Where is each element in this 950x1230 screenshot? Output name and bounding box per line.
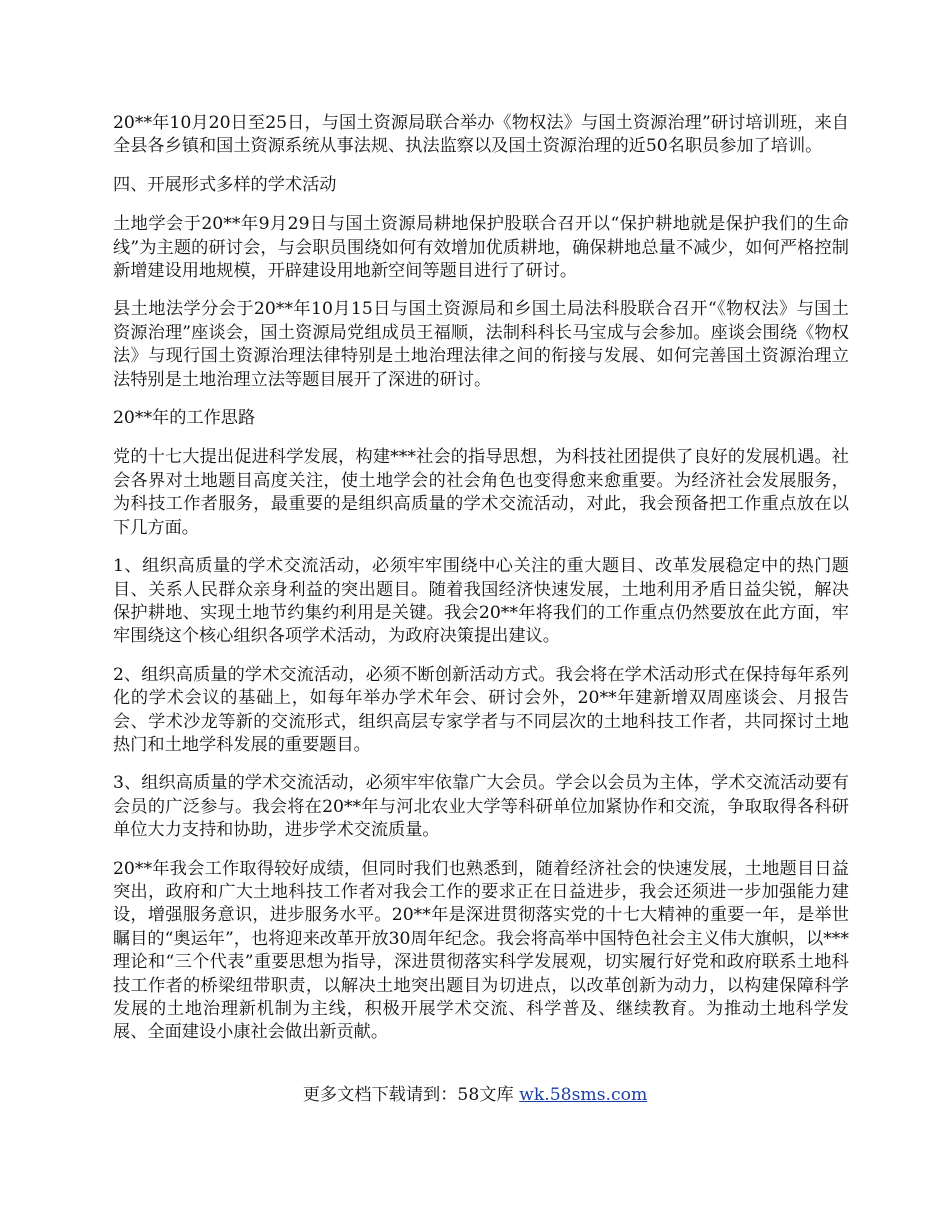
paragraph-work-plan-intro: 党的十七大提出促进科学发展，构建***社会的指导思想，为科技社团提供了良好的发展机遇。社会各界对土地题目高度关注，使土地学会的社会角色也变得愈来愈重要。为经济社会发展服务，为科技工作者服务，最重要的是组织高质量的学术交流活动，对此，我会预备把工作重点放在以下几方面。 [113,447,849,538]
paragraph-plan-item-2: 2、组织高质量的学术交流活动，必须不断创新活动方式。我会将在学术活动形式在保持每年系列化的学术会议的基础上，如每年举办学术年会、研讨会外，20**年建新增双周座谈会、月报告会、学术沙龙等新的交流形式，组织高层专家学者与不同层次的土地科技工作者，共同探讨土地热门和土地学科发展的重要题目。 [113,664,849,755]
paragraph-training-class: 20**年10月20日至25日，与国土资源局联合举办《物权法》与国土资源治理”研讨培训班，来自全县各乡镇和国土资源系统从事法规、执法监察以及国土资源治理的近50名职员参加了培训。 [113,113,849,157]
paragraph-plan-item-3: 3、组织高质量的学术交流活动，必须牢牢依靠广大会员。学会以会员为主体，学术交流活动要有会员的广泛参与。我会将在20**年与河北农业大学等科研单位加紧协作和交流，争取取得各科研单位大力支持和协助，进步学术交流质量。 [113,773,849,841]
paragraph-plan-item-1: 1、组织高质量的学术交流活动，必须牢牢围绕中心关注的重大题目、改革发展稳定中的热门题目、关系人民群众亲身利益的突出题目。随着我国经济快速发展，土地利用矛盾日益尖锐，解决保护耕地、实现土地节约集约利用是关键。我会20**年将我们的工作重点仍然要放在此方面，牢牢围绕这个核心组织各项学术活动，为政府决策提出建议。 [113,556,849,647]
section-heading-academic-activities: 四、开展形式多样的学术活动 [113,174,337,195]
footer-prefix: 更多文档下载请到：58文库 [302,1085,520,1105]
section-heading-work-plan: 20**年的工作思路 [113,408,256,429]
paragraph-farmland-seminar: 土地学会于20**年9月29日与国土资源局耕地保护股联合召开以“保护耕地就是保护我们的生命线”为主题的研讨会，与会职员围绕如何有效增加优质耕地，确保耕地总量不减少，如何严格控制新增建设用地规模，开辟建设用地新空间等题目进行了研讨。 [113,214,849,282]
download-footer [0,1083,950,1107]
paragraph-conclusion: 20**年我会工作取得较好成绩，但同时我们也熟悉到，随着经济社会的快速发展，土地题目日益突出，政府和广大土地科技工作者对我会工作的要求正在日益进步，我会还须进一步加强能力建设，增强服务意识，进步服务水平。20**年是深进贯彻落实党的十七大精神的重要一年，是举世瞩目的“奥运年”，也将迎来改革开放30周年纪念。我会将高举中国特色社会主义伟大旗帜，以***理论和“三个代表”重要思想为指导，深进贯彻落实科学发展观，切实履行好党和政府联系土地科技工作者的桥梁纽带职责，以解决土地突出题目为切进点，以改革创新为动力，以构建保障科学发展的土地治理新机制为主线，积极开展学术交流、科学普及、继续教育。为推动土地科学发展、全面建设小康社会做出新贡献。 [113,858,849,1043]
footer-link[interactable]: wk.58sms.com [519,1085,648,1105]
paragraph-property-law-forum: 县土地法学分会于20**年10月15日与国土资源局和乡国土局法科股联合召开“《物权法》与国土资源治理”座谈会，国土资源局党组成员王福顺，法制科科长马宝成与会参加。座谈会围绕《物权法》与现行国土资源治理法律特别是土地治理法律之间的衔接与发展、如何完善国土资源治理立法特别是土地治理立法等题目展开了深进的研讨。 [113,299,849,390]
document-body [113,112,849,1060]
